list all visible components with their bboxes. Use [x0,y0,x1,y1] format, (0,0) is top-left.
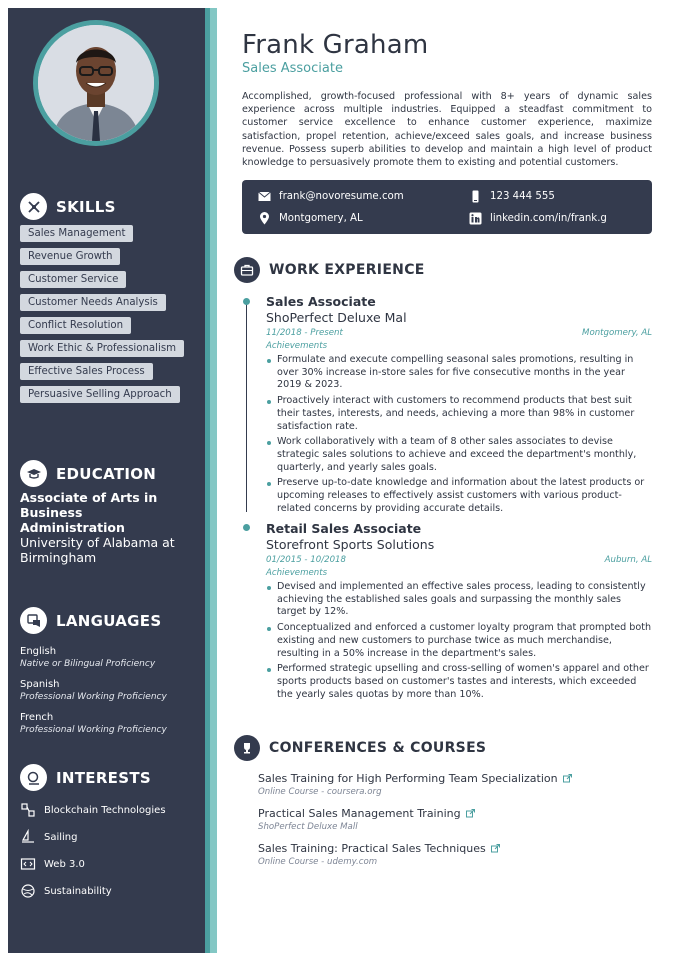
job-bullet: Conceptualized and enforced a customer loyalty program that prompted both existing and new customers to purchase twice as much merchandise, resulting in a 50% increase in the department's sales. [266,622,652,660]
job-dates: 11/2018 - Present [266,328,343,338]
job-bullet: Devised and implemented an effective sales process, leading to consistently achieving the established sales goals and surpassing the monthly sales target by 12%. [266,581,652,619]
education-heading-label: EDUCATION [56,464,157,483]
language-name: Spanish [20,679,60,690]
linkedin-text: linkedin.com/in/frank.g [490,213,607,224]
languages-heading [20,607,161,634]
work-experience-heading-label: WORK EXPERIENCE [269,262,425,278]
job-location: Montgomery, AL [582,328,652,338]
phone-text: 123 444 555 [490,191,555,202]
candidate-role: Sales Associate [242,61,343,76]
skills-heading [20,193,116,220]
sailboat-icon [20,829,36,845]
language-level: Native or Bilingual Proficiency [20,659,156,669]
course-title[interactable] [258,807,475,820]
accent-strip [205,8,217,953]
blockchain-icon [20,802,36,818]
skill-tag: Sales Management [20,225,133,242]
job-entry [266,294,652,518]
language-name: French [20,712,54,723]
skills-list [20,225,184,403]
graduation-cap-icon [20,460,47,487]
trophy-icon [234,735,260,761]
interests-heading [20,764,151,791]
job-title: Retail Sales Associate [266,521,422,536]
job-dates: 01/2015 - 10/2018 [266,555,346,565]
contact-phone[interactable] [469,190,555,203]
email-text: frank@novoresume.com [279,191,404,202]
education-school: University of Alabama at Birmingham [20,535,175,565]
language-level: Professional Working Proficiency [20,692,167,702]
course-item [258,772,572,797]
external-link-icon[interactable] [466,809,475,818]
skill-tag: Effective Sales Process [20,363,153,380]
job-meta [266,328,652,338]
interest-label: Sailing [44,831,78,843]
phone-icon [469,190,482,203]
timeline-dot [243,524,250,531]
profile-photo-frame [33,20,159,146]
job-entry [266,521,652,704]
language-item [20,712,167,735]
summary: Accomplished, growth-focused professional with 8+ years of dynamic sales experience across multiple industries. Equipped a steadfast commitment to customer service excellence to enhance customer experience, maximize satisfaction, propel retention, achieve/exceed sales goals, and increase business revenue. Possess superb abilities to develop and maintain a high level of product knowledge to persuasively promote them to existing and potential customers. [242,91,652,169]
job-title: Sales Associate [266,294,376,309]
linkedin-icon [469,212,482,225]
course-title-text: Sales Training for High Performing Team Specialization [258,772,558,785]
briefcase-icon [234,257,260,283]
skill-tag: Work Ethic & Professionalism [20,340,184,357]
avatar-illustration [38,25,154,141]
interest-item [20,883,112,899]
course-item [258,842,500,867]
skill-tag: Conflict Resolution [20,317,131,334]
job-achievements-label: Achievements [266,568,328,578]
location-text: Montgomery, AL [279,213,363,224]
interest-label: Blockchain Technologies [44,804,166,816]
accent-strip-inner [205,8,210,953]
course-title-text: Sales Training: Practical Sales Techniques [258,842,486,855]
job-company: ShoPerfect Deluxe Mal [266,310,407,325]
interest-label: Sustainability [44,885,112,897]
job-bullets [266,354,652,515]
courses-heading-label: CONFERENCES & COURSES [269,740,487,756]
course-title[interactable] [258,772,572,785]
interests-heading-label: INTERESTS [56,768,151,787]
skill-tag: Customer Needs Analysis [20,294,166,311]
interest-item [20,856,85,872]
skills-heading-label: SKILLS [56,197,116,216]
location-pin-icon [258,212,271,225]
language-item [20,646,155,669]
education-degree: Associate of Arts in Business Administration [20,490,158,535]
globe-icon [20,883,36,899]
course-source: Online Course - coursera.org [258,787,382,797]
interest-item [20,802,166,818]
language-level: Professional Working Proficiency [20,725,167,735]
job-bullet: Proactively interact with customers to recommend products that best suit their tastes, interests, and needs, achieving a more than 98% in customer satisfaction rate. [266,395,652,433]
courses-heading [234,735,486,761]
code-window-icon [20,856,36,872]
course-item [258,807,475,832]
job-bullet: Preserve up-to-date knowledge and information about the latest products or upcoming releases to effectively assist customers with various product-related concerns by providing accurate details. [266,477,652,515]
skill-tag: Customer Service [20,271,126,288]
languages-heading-label: LANGUAGES [56,611,162,630]
job-bullet: Performed strategic upselling and cross-selling of women's apparel and other sports products based on customer's tastes and interests, which exceeded the yearly sales quotas by more than 10%. [266,663,652,701]
interest-label: Web 3.0 [44,858,85,870]
skills-icon [20,193,47,220]
job-company: Storefront Sports Solutions [266,537,435,552]
job-location: Auburn, AL [604,555,652,565]
skill-tag: Persuasive Selling Approach [20,386,180,403]
course-source: ShoPerfect Deluxe Mall [258,822,358,832]
education-heading [20,460,156,487]
job-bullet: Work collaboratively with a team of 8 other sales associates to devise strategic sales solutions to achieve and exceed the department's monthly, quarterly, and yearly sales goals. [266,436,652,474]
job-achievements-label: Achievements [266,341,328,351]
avatar [38,25,154,141]
skill-tag: Revenue Growth [20,248,120,265]
email-icon [258,190,271,203]
contact-linkedin[interactable] [469,212,607,225]
job-bullets [266,581,652,701]
contact-email[interactable] [258,190,404,203]
course-title[interactable] [258,842,500,855]
language-item [20,679,167,702]
timeline-dot [243,298,250,305]
timeline-line [246,300,247,512]
work-experience-heading [234,257,425,283]
external-link-icon[interactable] [491,844,500,853]
course-title-text: Practical Sales Management Training [258,807,461,820]
job-meta [266,555,652,565]
job-bullet: Formulate and execute compelling seasonal sales promotions, resulting in over 30% increase in-store sales for five consecutive months in the year 2019 & 2023. [266,354,652,392]
language-icon [20,607,47,634]
external-link-icon[interactable] [563,774,572,783]
candidate-name: Frank Graham [242,30,429,60]
contact-box [242,180,652,234]
language-name: English [20,646,57,657]
course-source: Online Course - udemy.com [258,857,378,867]
interests-icon [20,764,47,791]
contact-location [258,212,363,225]
interest-item [20,829,78,845]
